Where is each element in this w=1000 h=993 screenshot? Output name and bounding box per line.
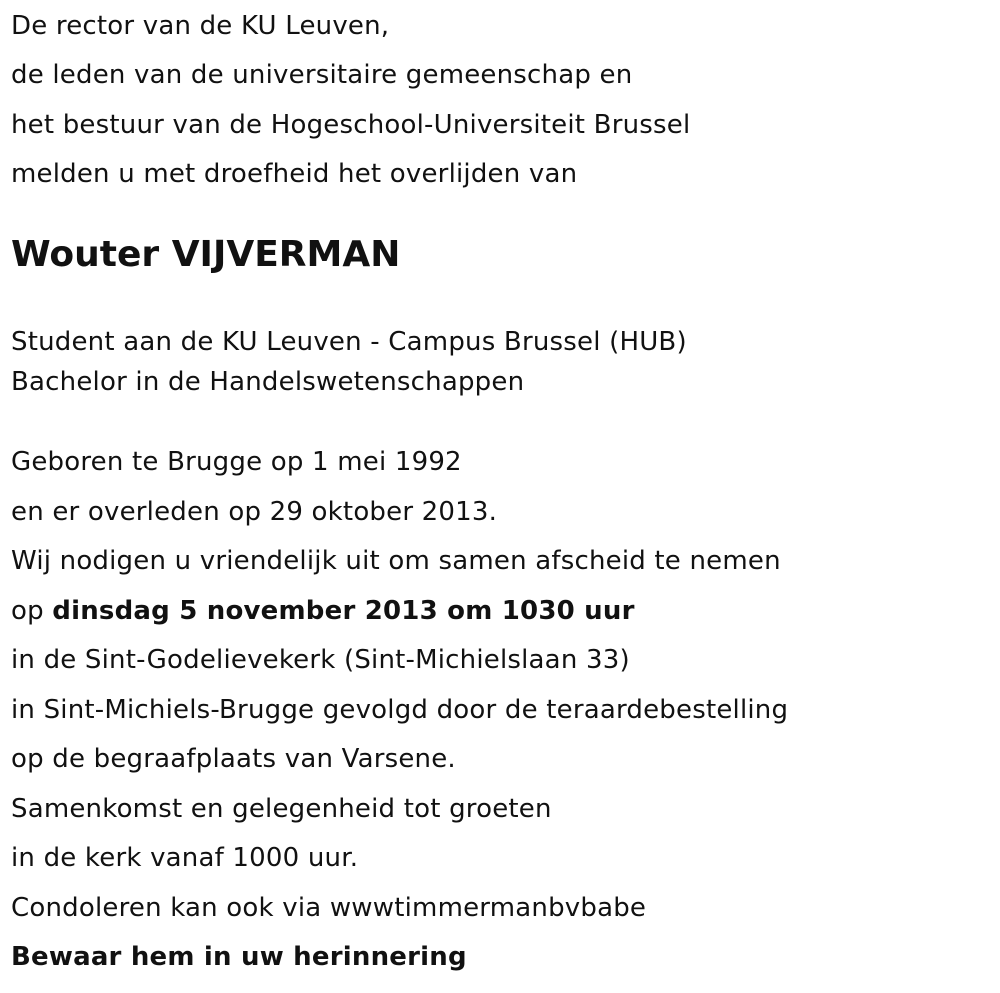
gathering-line: Samenkomst en gelegenheid tot groeten [11,794,552,824]
deceased-name: Wouter VIJVERMAN [11,234,401,275]
intro-line-3: het bestuur van de Hogeschool-Universiteit Brussel [11,110,691,140]
date-prefix: op [11,596,53,626]
condolences-line: Condoleren kan ook via wwwtimmermanbvbabe [11,893,647,923]
role-line-1: Student aan de KU Leuven - Campus Brussel (HUB) [11,327,687,357]
cemetery-line: op de begraafplaats van Varsene. [11,744,456,774]
closing-line: Bewaar hem in uw herinnering [11,942,467,972]
born-line: Geboren te Brugge op 1 mei 1992 [11,447,462,477]
intro-line-4: melden u met droefheid het overlijden van [11,159,578,189]
place-line: in Sint-Michiels-Brugge gevolgd door de teraardebestelling [11,695,789,725]
gathering-time-line: in de kerk vanaf 1000 uur. [11,843,359,873]
role-line-2: Bachelor in de Handelswetenschappen [11,367,525,397]
service-date: dinsdag 5 november 2013 om 1030 uur [52,596,635,626]
died-line: en er overleden op 29 oktober 2013. [11,497,498,527]
church-line: in de Sint-Godelievekerk (Sint-Michielslaan 33) [11,645,630,675]
intro-line-2: de leden van de universitaire gemeenschap en [11,60,633,90]
service-date-line [11,594,635,628]
invite-line: Wij nodigen u vriendelijk uit om samen afscheid te nemen [11,546,781,576]
intro-line-1: De rector van de KU Leuven, [11,11,390,41]
